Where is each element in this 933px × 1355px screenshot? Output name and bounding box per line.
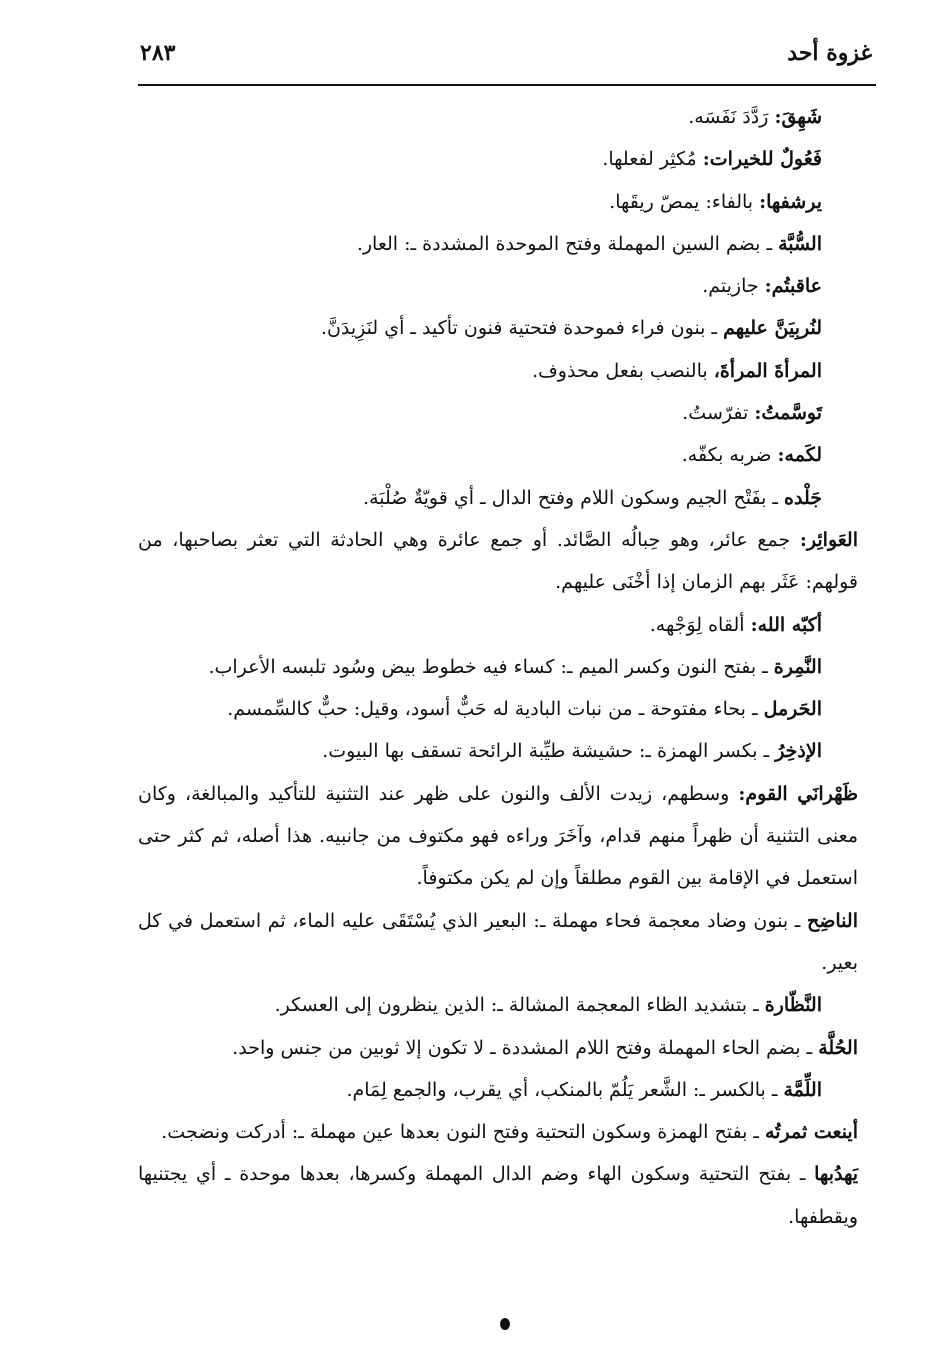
entry-definition: ـ بضم السين المهملة وفتح الموحدة المشددة ـ: العار. (356, 232, 779, 255)
entry-definition: بالنصب بفعل محذوف. (532, 359, 714, 382)
entry-term: العَوائِر: (799, 528, 858, 551)
glossary-entry (138, 773, 876, 900)
entry-term: ظَهْرانَي القوم: (738, 782, 858, 805)
glossary-entry (138, 688, 876, 730)
entry-definition: جمع عائر، وهو حِبالُه الصَّائد. أو جمع عائرة وهي الحادثة التي تعثر بصاحبها، من قولهم: عَثَر بهم الزمان إذا أخْنَى عليهم. (138, 528, 858, 594)
glossary-entry (138, 1111, 876, 1153)
entry-definition: وسطهم، زيدت الألف والنون على ظهر عند التثنية للتأكيد والمبالغة، وكان معنى التثنية أن ظهراً منهم قدام، وآخَرَ وراءه فهو مكتوف من جانبيه. هذا أصله، ثم كثر حتى استعمل في الإقامة بين القوم مطلقاً وإن لم يكن مكتوفاً. (138, 782, 858, 890)
entry-term: فَعُولٌ للخيرات: (702, 148, 822, 171)
glossary-entry (138, 900, 876, 985)
entry-term: النَّمِرة (773, 655, 822, 678)
glossary-entry (138, 604, 876, 646)
glossary-entry (138, 265, 876, 307)
page-header (138, 38, 876, 86)
entry-term: الإذخِرُ (775, 740, 822, 763)
glossary-entry (138, 519, 876, 604)
glossary-entry (138, 307, 876, 349)
entry-term: الحُلَّة (818, 1036, 858, 1059)
entry-definition: ألقاه لِوَجْهه. (649, 613, 751, 636)
glossary-entry (138, 646, 876, 688)
glossary-entry (138, 138, 876, 180)
entry-term: اللِّمَّة (783, 1078, 822, 1101)
glossary-entry (138, 984, 876, 1026)
entry-definition: ـ بنون وضاد معجمة فحاء مهملة ـ: البعير الذي يُسْتَقَى عليه الماء، ثم استعمل في كل بعير. (138, 909, 858, 974)
entry-term: النَّظّارة (764, 994, 822, 1017)
entry-term: الناضِح (807, 909, 858, 932)
entry-definition: ـ بكسر الهمزة ـ: حشيشة طيِّبة الرائحة تسقف بها البيوت. (322, 740, 776, 763)
entry-term: يرشفها: (759, 190, 822, 213)
entry-definition: ـ بفتح التحتية وسكون الهاء وضم الدال المهملة وكسرها، بعدها موحدة ـ أي يجتنيها ويقطفها. (138, 1163, 858, 1228)
entry-term: جَلْده (784, 486, 822, 509)
entry-term: عاقبتُم: (764, 275, 822, 298)
glossary-entry (138, 730, 876, 772)
glossary-entry (138, 1027, 876, 1069)
entry-definition: رَدَّدَ نَفَسَه. (688, 106, 775, 128)
entry-term: يَهدُبها (814, 1163, 858, 1186)
entry-definition: بالفاء: يمصّ ريقَها. (609, 190, 760, 213)
page-number: ٢٨٣ (140, 40, 176, 66)
entry-term: أكبّه الله: (750, 613, 822, 636)
glossary-entry (138, 350, 876, 392)
entry-definition: تفرّستُ. (682, 402, 755, 425)
glossary-entry (138, 1153, 876, 1238)
entry-definition: ـ بفَتْح الجيم وسكون اللام وفتح الدال ـ أي قويّةٌ صُلْبَة. (363, 486, 785, 509)
glossary-entry (138, 392, 876, 434)
entry-term: الحَرمل (763, 698, 822, 721)
entry-definition: ـ بفتح النون وكسر الميم ـ: كساء فيه خطوط بيض وسُود تلبسه الأعراب. (208, 655, 774, 678)
entry-term: لنُربِيَنَّ عليهم (723, 317, 822, 340)
entry-term: تَوسَّمتُ: (754, 402, 822, 425)
glossary-entry (138, 1069, 876, 1111)
glossary-entry (138, 477, 876, 519)
glossary-entry (138, 181, 876, 223)
glossary-body (138, 96, 876, 1238)
entry-definition: مُكثِر لفعلها. (602, 148, 703, 171)
entry-definition: جازيتم. (702, 275, 765, 298)
entry-term: المرأةَ المرأةَ، (713, 359, 822, 382)
entry-definition: ـ بحاء مفتوحة ـ من نبات البادية له حَبٌّ أسود، وقيل: حبٌّ كالسِّمسم. (227, 698, 764, 721)
entry-definition: ـ بنون فراء فموحدة فتحتية فنون تأكيد ـ أي لنَزِيدَنَّ. (320, 317, 724, 340)
entry-term: لكَمه: (777, 444, 822, 467)
end-of-page-dot (500, 1318, 510, 1330)
entry-term: السُّبَّة (778, 232, 822, 255)
entry-definition: ـ بفتح الهمزة وسكون التحتية وفتح النون بعدها عين مهملة ـ: أدركت ونضجت. (161, 1121, 766, 1144)
entry-definition: ـ بتشديد الظاء المعجمة المشالة ـ: الذين ينظرون إلى العسكر. (274, 994, 765, 1017)
glossary-entry (138, 434, 876, 476)
running-title: غزوة أحد (787, 40, 872, 66)
entry-definition: ـ بالكسر ـ: الشَّعر يَلُمّ بالمنكب، أي يقرب، والجمع لِمَام. (346, 1078, 784, 1101)
glossary-entry (138, 96, 876, 138)
entry-definition: ضربه بكفّه. (681, 444, 778, 467)
entry-term: أينعت ثمرتُه (765, 1121, 858, 1144)
glossary-entry (138, 223, 876, 265)
entry-definition: ـ بضم الحاء المهملة وفتح اللام المشددة ـ لا تكون إلا ثوبين من جنس واحد. (232, 1036, 819, 1059)
entry-term: شَهِقَ: (774, 106, 822, 128)
